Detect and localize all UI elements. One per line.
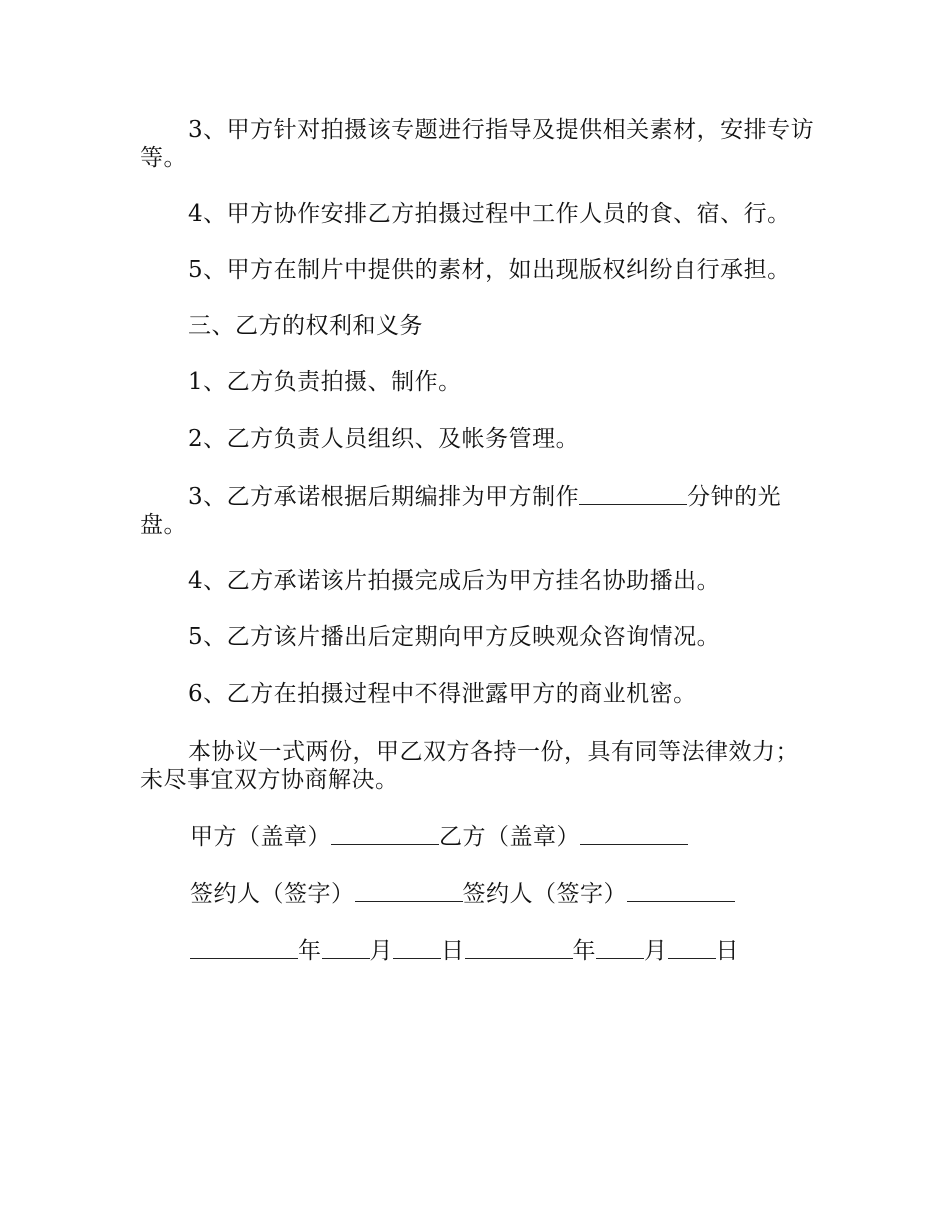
party-a-item-5: 5、甲方在制片中提供的素材，如出现版权纠纷自行承担。 [188,257,791,283]
signer-b-blank [627,879,735,902]
date-b-day-label: 日 [715,938,739,964]
party-a-item-3: 3、甲方针对拍摄该专题进行指导及提供相关素材，安排专访等。 [140,117,815,171]
date-b-month-blank [596,936,644,959]
date-b-month-label: 月 [644,938,668,964]
date-b-day-blank [668,936,716,959]
closing-paragraph: 本协议一式两份，甲乙双方各持一份，具有同等法律效力；未尽事宜双方协商解决。 [140,739,799,793]
date-b-year-blank [465,936,573,959]
party-b-item-5: 5、乙方该片播出后定期向甲方反映观众咨询情况。 [188,624,721,650]
party-b-seal-blank [580,822,688,845]
party-a-seal-label: 甲方（盖章） [190,824,331,850]
party-a-seal-blank [331,822,439,845]
party-b-item-6: 6、乙方在拍摄过程中不得泄露甲方的商业机密。 [188,681,697,707]
date-a-day-blank [393,936,441,959]
section-three-heading: 三、乙方的权利和义务 [188,313,423,339]
date-b-year-label: 年 [572,938,596,964]
party-b-item-3 [140,482,820,539]
party-b-item-4: 4、乙方承诺该片拍摄完成后为甲方挂名协助播出。 [188,568,721,594]
date-a-month-blank [322,936,370,959]
party-b-item-3-text-after: 分钟的光盘。 [140,484,782,538]
signer-a-blank [355,879,463,902]
party-a-item-4: 4、甲方协作安排乙方拍摄过程中工作人员的食、宿、行。 [188,201,791,227]
date-a-month-label: 月 [369,938,393,964]
date-a-year-blank [190,936,298,959]
signer-b-label: 签约人（签字） [462,881,627,907]
party-b-seal-label: 乙方（盖章） [439,824,580,850]
seal-line [190,822,688,851]
date-a-day-label: 日 [441,938,465,964]
signer-line [190,879,735,908]
signer-a-label: 签约人（签字） [190,881,355,907]
minutes-blank [579,482,687,505]
party-b-item-3-text-before: 3、乙方承诺根据后期编排为甲方制作 [188,484,580,510]
party-b-item-2: 2、乙方负责人员组织、及帐务管理。 [188,426,580,452]
date-a-year-label: 年 [298,938,322,964]
date-line [190,936,739,965]
party-b-item-1: 1、乙方负责拍摄、制作。 [188,369,462,395]
